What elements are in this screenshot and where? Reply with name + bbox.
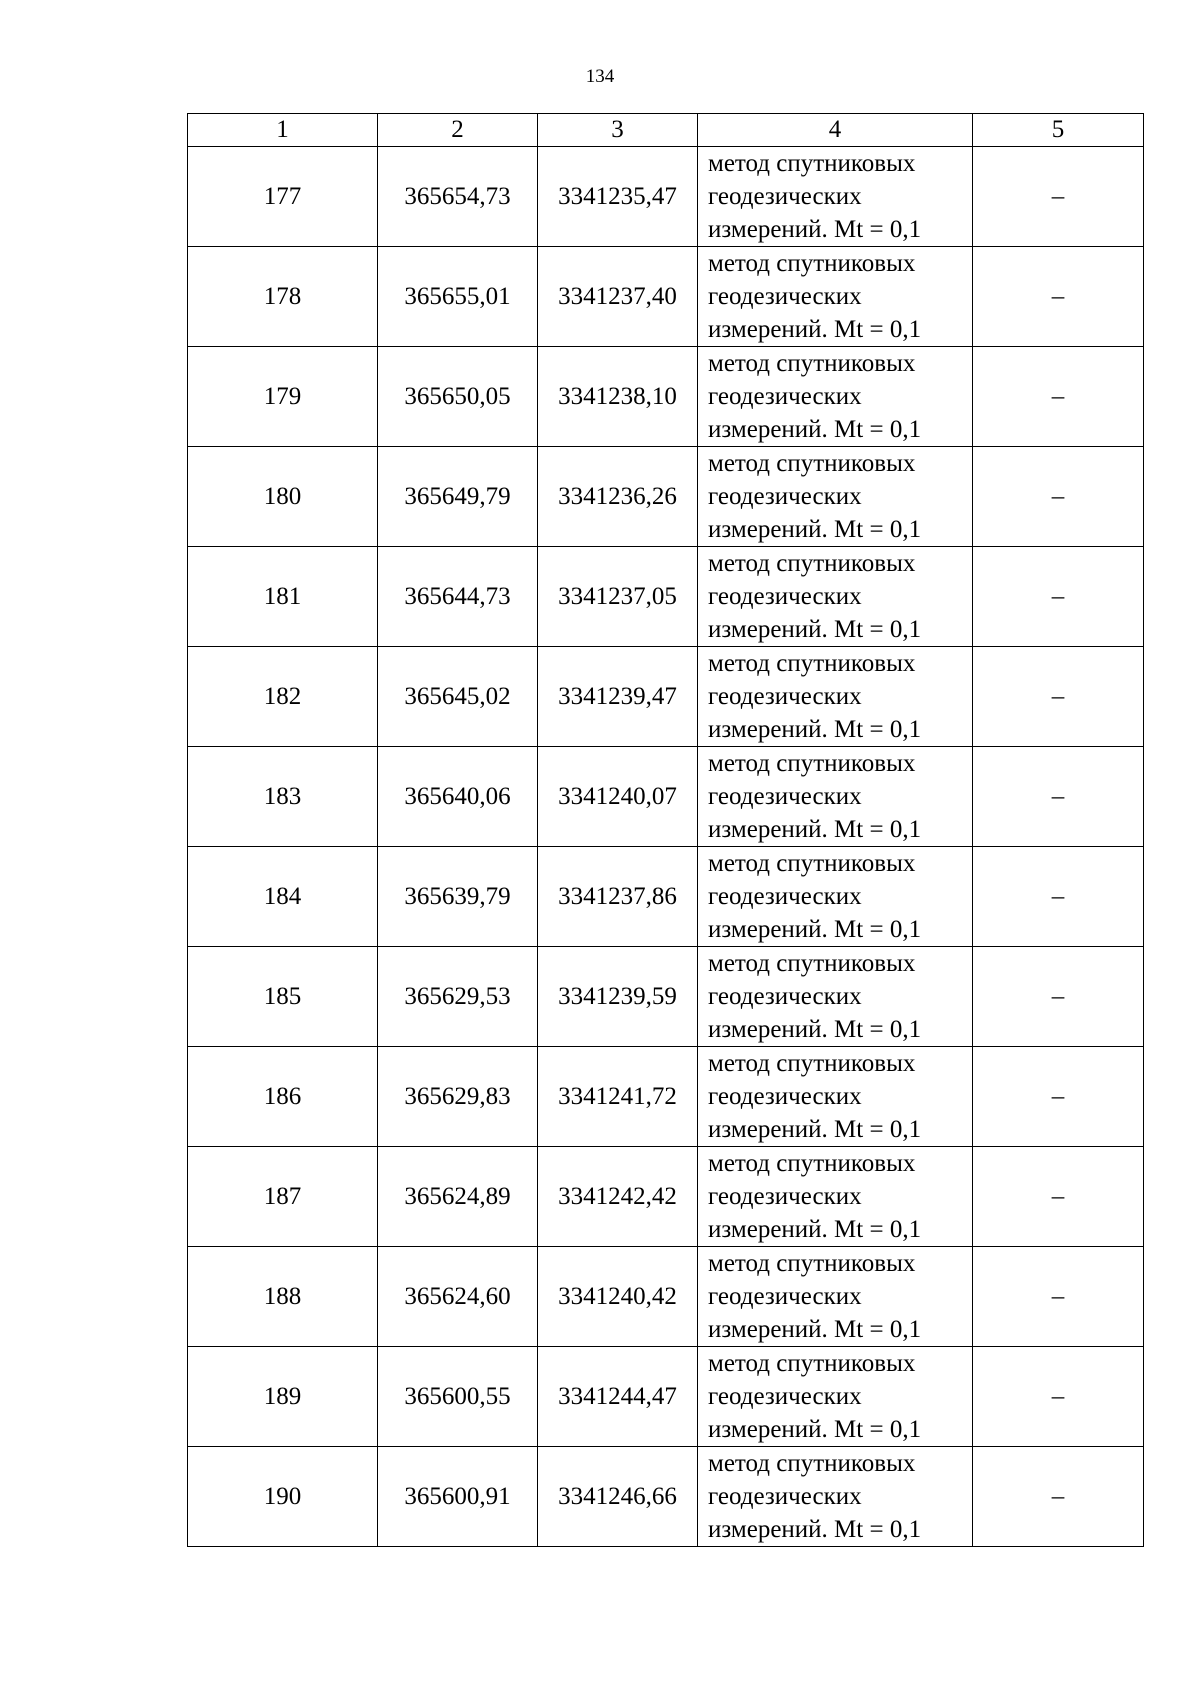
point-number-cell: 185: [188, 947, 378, 1047]
method-text-line: измерений. Mt = 0,1: [708, 1216, 922, 1243]
page-number: 134: [585, 66, 615, 87]
table-row: [188, 847, 1144, 947]
y-coordinate-cell: 3341241,72: [538, 1047, 698, 1147]
method-text-line: измерений. Mt = 0,1: [708, 1316, 922, 1343]
method-text-line: метод спутниковых: [708, 550, 916, 577]
point-number-cell: 181: [188, 547, 378, 647]
description-cell: –: [973, 147, 1144, 247]
description-cell: –: [973, 447, 1144, 547]
y-coordinate-cell: 3341237,40: [538, 247, 698, 347]
method-cell: [698, 1347, 973, 1447]
method-text-line: измерений. Mt = 0,1: [708, 1416, 922, 1443]
table-row: [188, 447, 1144, 547]
method-cell: [698, 847, 973, 947]
method-cell: [698, 447, 973, 547]
description-cell: –: [973, 347, 1144, 447]
description-cell: –: [973, 847, 1144, 947]
method-text-line: геодезических: [708, 883, 862, 910]
y-coordinate-cell: 3341239,47: [538, 647, 698, 747]
method-text-line: измерений. Mt = 0,1: [708, 416, 922, 443]
description-cell: –: [973, 747, 1144, 847]
column-header-1: 1: [188, 114, 378, 147]
x-coordinate-cell: 365655,01: [378, 247, 538, 347]
method-cell: [698, 747, 973, 847]
method-text-line: геодезических: [708, 1483, 862, 1510]
description-cell: –: [973, 1347, 1144, 1447]
x-coordinate-cell: 365629,53: [378, 947, 538, 1047]
table-row: [188, 647, 1144, 747]
point-number-cell: 177: [188, 147, 378, 247]
column-header-3: 3: [538, 114, 698, 147]
x-coordinate-cell: 365629,83: [378, 1047, 538, 1147]
table-row: [188, 947, 1144, 1047]
y-coordinate-cell: 3341240,42: [538, 1247, 698, 1347]
table-header-row: [188, 114, 1144, 147]
method-cell: [698, 1147, 973, 1247]
x-coordinate-cell: 365624,89: [378, 1147, 538, 1247]
x-coordinate-cell: 365645,02: [378, 647, 538, 747]
method-cell: [698, 947, 973, 1047]
x-coordinate-cell: 365640,06: [378, 747, 538, 847]
coordinates-table: [187, 113, 1144, 1547]
description-cell: –: [973, 547, 1144, 647]
x-coordinate-cell: 365644,73: [378, 547, 538, 647]
method-text-line: метод спутниковых: [708, 250, 916, 277]
method-text-line: метод спутниковых: [708, 850, 916, 877]
method-text-line: геодезических: [708, 183, 862, 210]
method-text-line: измерений. Mt = 0,1: [708, 716, 922, 743]
y-coordinate-cell: 3341237,05: [538, 547, 698, 647]
method-cell: [698, 347, 973, 447]
method-text-line: измерений. Mt = 0,1: [708, 616, 922, 643]
point-number-cell: 178: [188, 247, 378, 347]
method-text-line: геодезических: [708, 383, 862, 410]
description-cell: –: [973, 1447, 1144, 1547]
point-number-cell: 180: [188, 447, 378, 547]
x-coordinate-cell: 365639,79: [378, 847, 538, 947]
point-number-cell: 183: [188, 747, 378, 847]
y-coordinate-cell: 3341238,10: [538, 347, 698, 447]
table-row: [188, 247, 1144, 347]
column-header-2: 2: [378, 114, 538, 147]
method-text-line: метод спутниковых: [708, 1250, 916, 1277]
point-number-cell: 190: [188, 1447, 378, 1547]
table-row: [188, 1047, 1144, 1147]
x-coordinate-cell: 365600,55: [378, 1347, 538, 1447]
table-row: [188, 1447, 1144, 1547]
description-cell: –: [973, 647, 1144, 747]
method-text-line: измерений. Mt = 0,1: [708, 1116, 922, 1143]
y-coordinate-cell: 3341244,47: [538, 1347, 698, 1447]
description-cell: –: [973, 1147, 1144, 1247]
x-coordinate-cell: 365649,79: [378, 447, 538, 547]
method-text-line: геодезических: [708, 283, 862, 310]
method-text-line: геодезических: [708, 1283, 862, 1310]
method-text-line: метод спутниковых: [708, 750, 916, 777]
y-coordinate-cell: 3341240,07: [538, 747, 698, 847]
y-coordinate-cell: 3341235,47: [538, 147, 698, 247]
y-coordinate-cell: 3341236,26: [538, 447, 698, 547]
method-text-line: метод спутниковых: [708, 1450, 916, 1477]
y-coordinate-cell: 3341246,66: [538, 1447, 698, 1547]
method-text-line: геодезических: [708, 1083, 862, 1110]
description-cell: –: [973, 1047, 1144, 1147]
method-text-line: геодезических: [708, 1383, 862, 1410]
method-cell: [698, 647, 973, 747]
method-text-line: геодезических: [708, 583, 862, 610]
method-text-line: геодезических: [708, 983, 862, 1010]
method-cell: [698, 247, 973, 347]
method-text-line: измерений. Mt = 0,1: [708, 516, 922, 543]
method-cell: [698, 547, 973, 647]
method-text-line: метод спутниковых: [708, 350, 916, 377]
method-text-line: измерений. Mt = 0,1: [708, 1516, 922, 1543]
x-coordinate-cell: 365650,05: [378, 347, 538, 447]
table-row: [188, 547, 1144, 647]
y-coordinate-cell: 3341237,86: [538, 847, 698, 947]
point-number-cell: 189: [188, 1347, 378, 1447]
table-row: [188, 347, 1144, 447]
point-number-cell: 187: [188, 1147, 378, 1247]
method-text-line: геодезических: [708, 1183, 862, 1210]
point-number-cell: 179: [188, 347, 378, 447]
method-text-line: метод спутниковых: [708, 150, 916, 177]
method-text-line: метод спутниковых: [708, 950, 916, 977]
method-text-line: метод спутниковых: [708, 1150, 916, 1177]
method-text-line: измерений. Mt = 0,1: [708, 216, 922, 243]
x-coordinate-cell: 365654,73: [378, 147, 538, 247]
method-text-line: метод спутниковых: [708, 450, 916, 477]
method-text-line: геодезических: [708, 683, 862, 710]
table-row: [188, 147, 1144, 247]
method-cell: [698, 1447, 973, 1547]
table-row: [188, 747, 1144, 847]
description-cell: –: [973, 947, 1144, 1047]
table-row: [188, 1147, 1144, 1247]
point-number-cell: 188: [188, 1247, 378, 1347]
table-row: [188, 1247, 1144, 1347]
method-text-line: измерений. Mt = 0,1: [708, 316, 922, 343]
method-cell: [698, 1047, 973, 1147]
point-number-cell: 182: [188, 647, 378, 747]
description-cell: –: [973, 247, 1144, 347]
method-text-line: метод спутниковых: [708, 650, 916, 677]
x-coordinate-cell: 365624,60: [378, 1247, 538, 1347]
method-text-line: измерений. Mt = 0,1: [708, 1016, 922, 1043]
x-coordinate-cell: 365600,91: [378, 1447, 538, 1547]
method-text-line: метод спутниковых: [708, 1050, 916, 1077]
method-cell: [698, 147, 973, 247]
method-text-line: геодезических: [708, 483, 862, 510]
method-text-line: измерений. Mt = 0,1: [708, 916, 922, 943]
column-header-5: 5: [973, 114, 1144, 147]
description-cell: –: [973, 1247, 1144, 1347]
y-coordinate-cell: 3341239,59: [538, 947, 698, 1047]
table-row: [188, 1347, 1144, 1447]
method-text-line: измерений. Mt = 0,1: [708, 816, 922, 843]
method-text-line: геодезических: [708, 783, 862, 810]
method-cell: [698, 1247, 973, 1347]
column-header-4: 4: [698, 114, 973, 147]
point-number-cell: 186: [188, 1047, 378, 1147]
y-coordinate-cell: 3341242,42: [538, 1147, 698, 1247]
point-number-cell: 184: [188, 847, 378, 947]
method-text-line: метод спутниковых: [708, 1350, 916, 1377]
